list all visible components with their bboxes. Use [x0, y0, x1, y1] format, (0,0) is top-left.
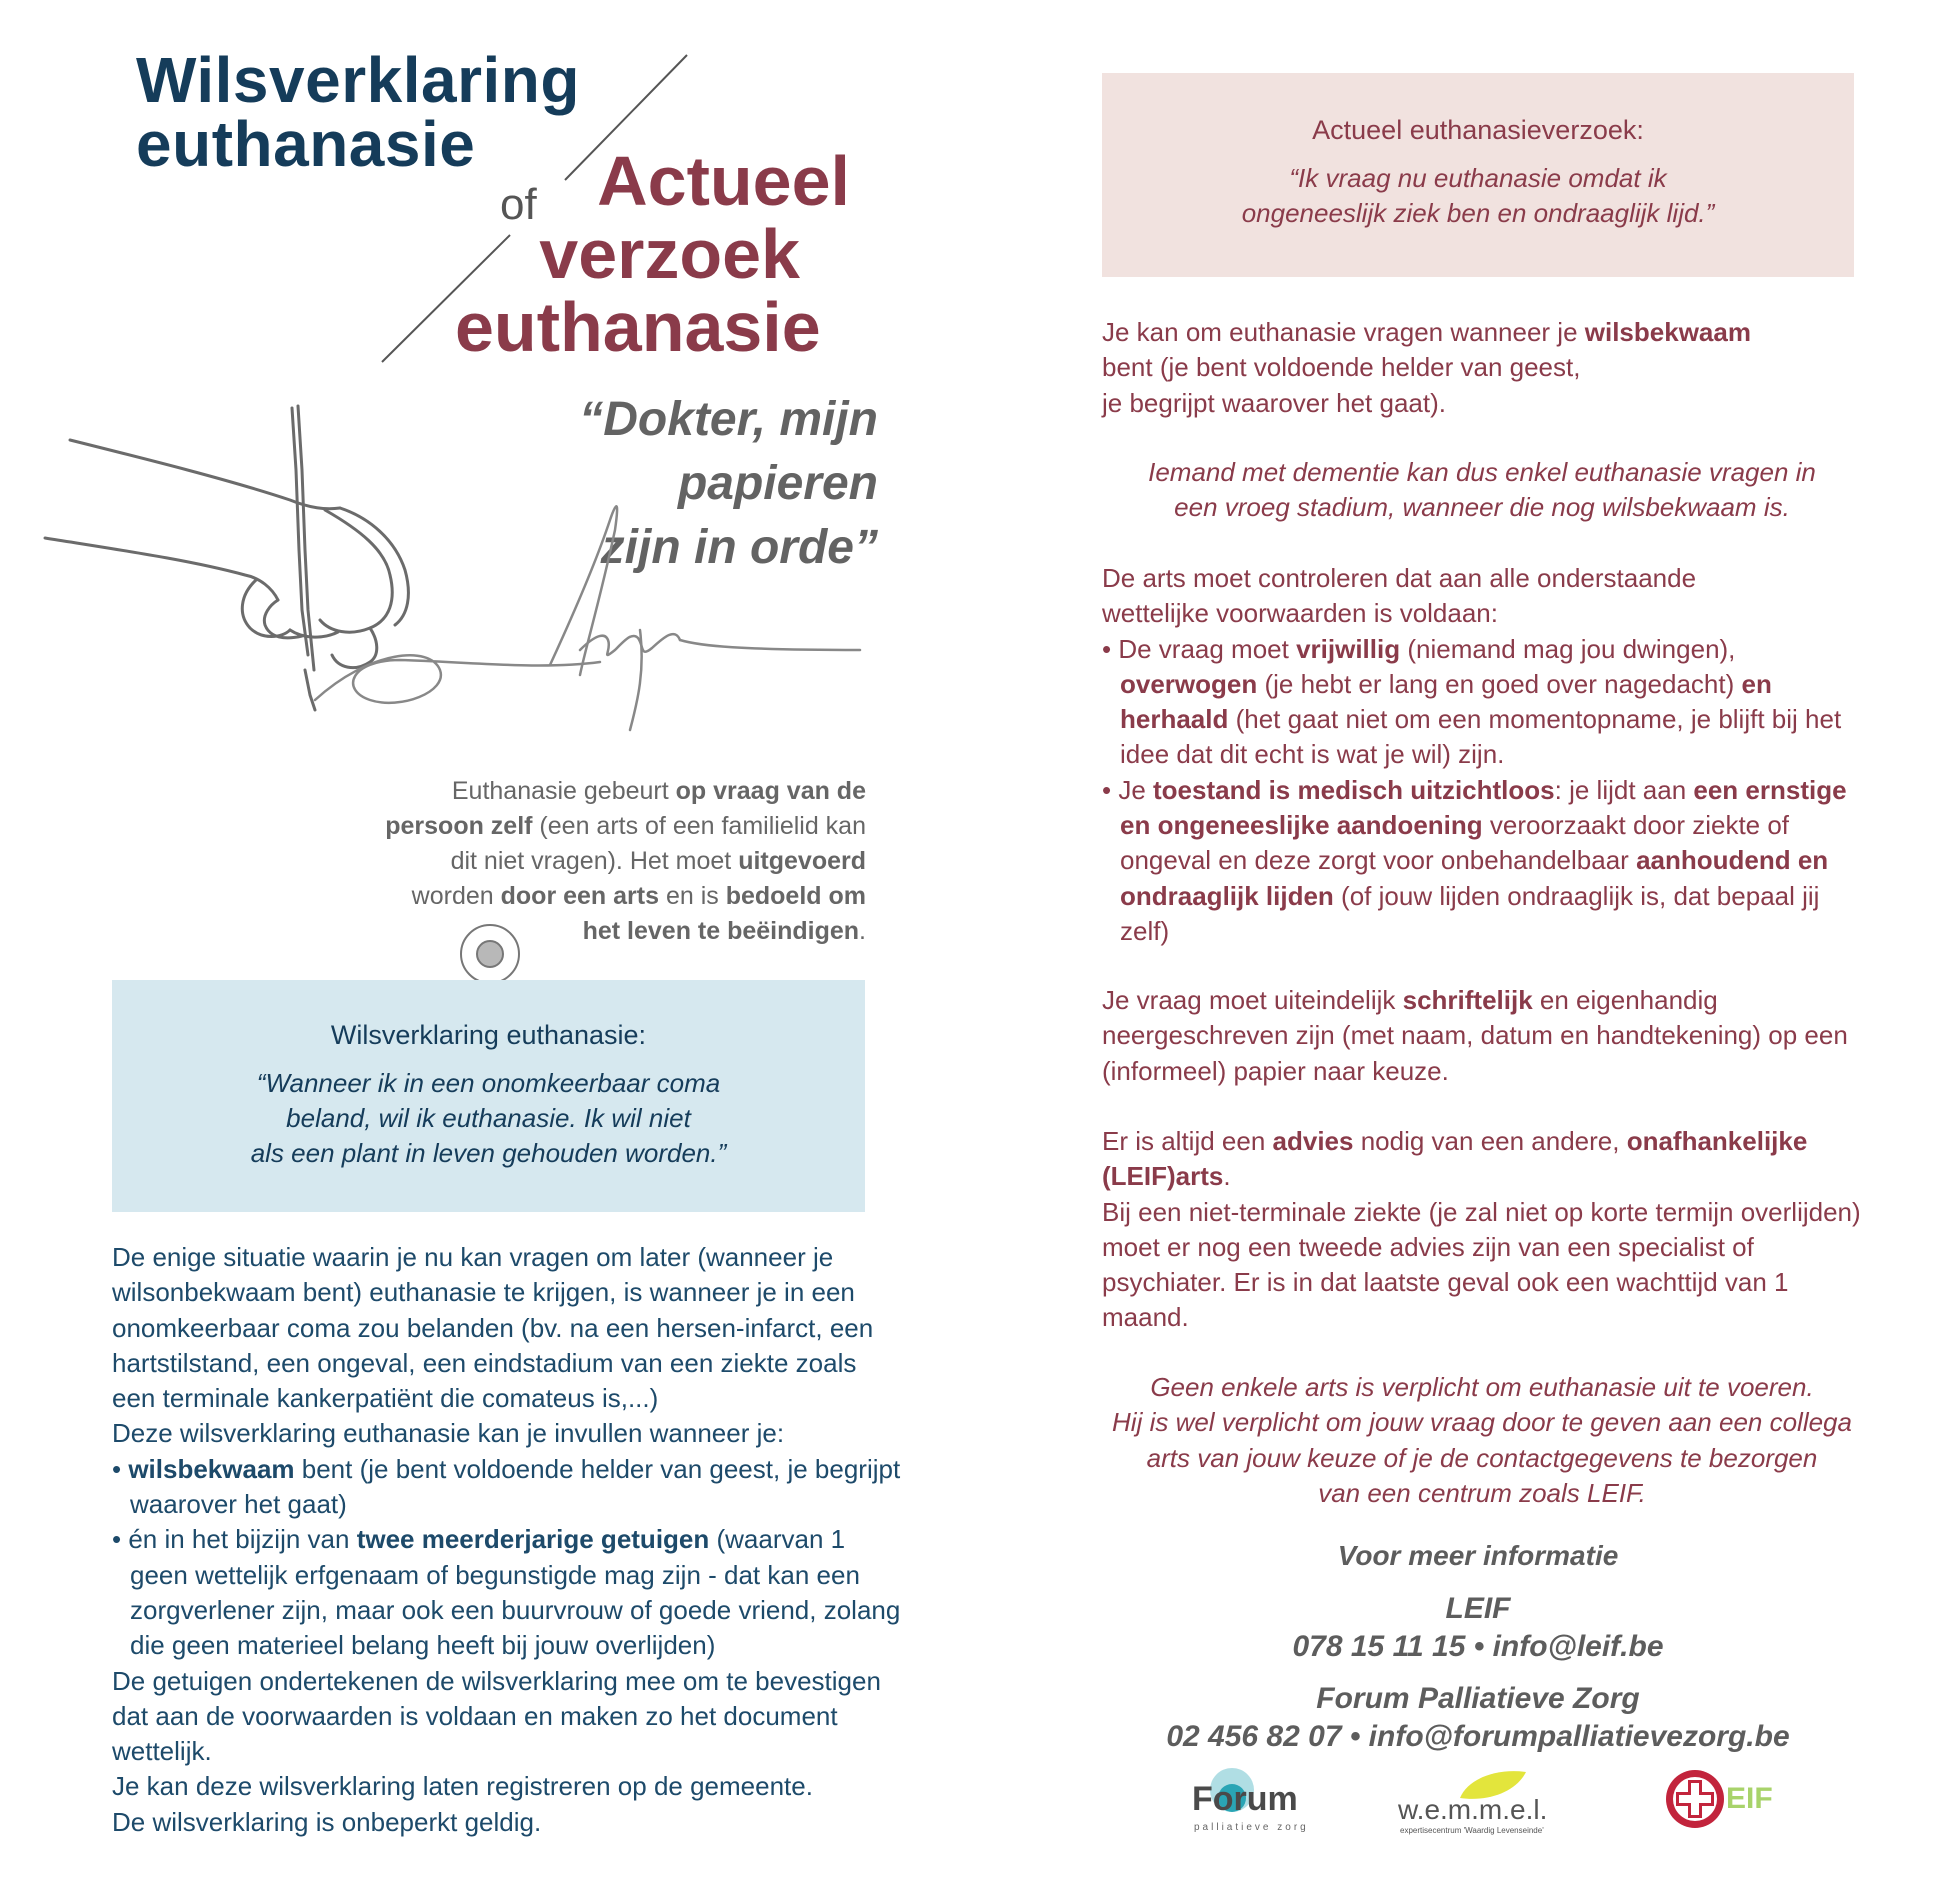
leif-logo	[1664, 1768, 1784, 1834]
italic-line: Geen enkele arts is verplicht om euthanasie uit te voeren.	[1150, 1372, 1814, 1402]
right-text: Je kan om euthanasie vragen wanneer je	[1102, 317, 1585, 347]
italic-line: van een centrum zoals LEIF.	[1318, 1477, 1646, 1508]
intro-text: worden	[411, 882, 501, 910]
intro-bold: op vraag van de persoon zelf	[385, 777, 866, 840]
right-text: .	[1223, 1161, 1231, 1192]
org-leif-contact: 078 15 11 15 • info@leif.be	[1292, 1630, 1664, 1663]
bullet-bold: twee meerderjarige getuigen	[356, 1524, 710, 1555]
quote-line: “Wanneer ik in een onomkeerbaar coma	[256, 1068, 721, 1098]
actueel-box-quote	[1102, 161, 1854, 231]
right-text: Bij een niet-terminale ziekte (je zal niet op korte termijn overlijden) moet er nog een tweede advies zijn van een specialist of psychiater. Er is in dat laatste geval ook een wachttijd van 1 maand.	[1102, 1196, 1861, 1333]
right-bullet-1: • De vraag moet vrijwillig (niemand mag jou dwingen), overwogen (je hebt er lang en goed over nagedacht) en herhaald (het gaat niet om een momentopname, je blijft bij het idee dat dit echt is wat je wil) zijn.	[1102, 633, 1842, 770]
bullet-text: én in het bijzijn van	[128, 1524, 357, 1555]
right-bullet-2: • Je toestand is medisch uitzichtloos: je lijdt aan een ernstige en ongeneeslijke aandoening veroorzaakt door ziekte of ongeval en deze zorgt voor onbehandelbaar aanhoudend en ondraaglijk lijden (of jouw lijden ondraaglijk is, dat bepaal jij zelf)	[1102, 774, 1847, 946]
right-text: veroorzaakt door ziekte of ongeval en deze zorgt voor onbehandelbaar	[1120, 810, 1790, 876]
right-bold: aanhoudend en ondraaglijk lijden	[1120, 845, 1829, 911]
intro-text: (een arts of een familielid kan dit niet vragen). Het moet	[450, 812, 866, 875]
right-bold: een ernstige en ongeneeslijke aandoening	[1120, 774, 1847, 841]
actueel-verzoek-box	[1102, 73, 1854, 277]
right-bold: overwogen	[1120, 668, 1258, 699]
left-para-5: De wilsverklaring is onbeperkt geldig.	[112, 1806, 542, 1837]
wemmel-logo-name: w.e.m.m.e.l.	[1398, 1794, 1548, 1825]
title-actueel-line3: euthanasie	[455, 288, 821, 366]
left-para-3: De getuigen ondertekenen de wilsverklaring mee om te bevestigen dat aan de voorwaarden is voldaan en maken zo het document wettelijk.	[112, 1665, 881, 1767]
right-text: (of jouw lijden ondraaglijk is, dat bepaal jij zelf)	[1120, 880, 1820, 946]
target-circle-icon	[458, 922, 522, 986]
right-text: Er is altijd een	[1102, 1126, 1273, 1156]
left-para-2: Deze wilsverklaring euthanasie kan je invullen wanneer je:	[112, 1418, 785, 1449]
title-wils-line2: euthanasie	[136, 108, 476, 180]
org-forum-name: Forum Palliatieve Zorg	[1316, 1682, 1640, 1715]
quote-line: als een plant in leven gehouden worden.”	[250, 1138, 727, 1168]
italic-line: een vroeg stadium, wanneer die nog wilsbekwaam is.	[1174, 492, 1790, 523]
right-text: en eigenhandig neergeschreven zijn (met naam, datum en handtekening) op een (informeel) papier naar keuze.	[1102, 985, 1848, 1086]
right-text: je begrijpt waarover het gaat).	[1102, 387, 1446, 418]
more-info-title: Voor meer informatie	[1337, 1540, 1619, 1571]
intro-text: en is	[659, 882, 726, 910]
right-para-3	[1102, 983, 1862, 1089]
right-italic-note-1	[1102, 455, 1862, 526]
title-wils-line1: Wilsverklaring	[136, 44, 580, 116]
right-bold: vrijwillig	[1296, 633, 1401, 664]
wilsverklaring-box-heading: Wilsverklaring euthanasie:	[330, 1020, 647, 1050]
intro-bold: uitgevoerd	[738, 847, 866, 875]
org-forum-contact: 02 456 82 07 • info@forumpalliatievezorg.be	[1166, 1720, 1790, 1753]
right-italic-note-2	[1102, 1370, 1862, 1511]
left-bullet-1: • wilsbekwaam bent (je bent voldoende helder van geest, je begrijpt waarover het gaat)	[112, 1453, 901, 1520]
right-text: De vraag moet	[1118, 633, 1297, 664]
left-bullet-2: • én in het bijzijn van twee meerderjarige getuigen (waarvan 1 geen wettelijk erfgenaam of begunstigde mag zijn - dat kan een zorgverlener zijn, maar ook een buurvrouw of goede vriend, zolang die geen materieel belang heeft bij jouw overlijden)	[112, 1524, 901, 1661]
forum-logo-name: Forum	[1192, 1780, 1298, 1818]
bullet-text: bent (je bent voldoende helder van geest, je begrijpt waarover het gaat)	[130, 1453, 901, 1520]
title-actueel-line1: Actueel	[597, 142, 850, 220]
wemmel-logo	[1398, 1768, 1584, 1836]
right-text: (niemand mag jou dwingen),	[1400, 633, 1736, 664]
italic-line: arts van jouw keuze of je de contactgegevens te bezorgen	[1146, 1442, 1818, 1473]
main-quote-line2: zijn in orde”	[600, 521, 878, 574]
actueel-box-heading: Actueel euthanasieverzoek:	[1312, 115, 1644, 145]
intro-bold: bedoeld om het leven te beëindigen	[582, 882, 866, 945]
italic-line: Iemand met dementie kan dus enkel euthanasie vragen in	[1148, 457, 1816, 487]
intro-text: Euthanasie gebeurt	[451, 777, 676, 805]
right-text: : je lijdt aan	[1554, 774, 1694, 805]
right-text: Je vraag moet uiteindelijk	[1102, 985, 1403, 1015]
bullet-text: (waarvan 1 geen wettelijk erfgenaam of begunstigde mag zijn - dat kan een zorgverlener zijn, maar ook een buurvrouw of goede vriend, zolang die geen materieel belang heeft bij jouw overlijden)	[130, 1524, 901, 1661]
quote-line: beland, wil ik euthanasie. Ik wil niet	[286, 1103, 691, 1133]
right-text: De arts moet controleren dat aan alle onderstaande wettelijke voorwaarden is voldaan:	[1102, 563, 1697, 629]
intro-paragraph	[380, 774, 866, 949]
quote-line: ongeneeslijk ziek ben en ondraaglijk lijd.”	[1241, 198, 1715, 228]
right-para-4	[1102, 1124, 1862, 1336]
bullet-bold: wilsbekwaam	[128, 1453, 295, 1484]
quote-line: “Ik vraag nu euthanasie omdat ik	[1289, 163, 1667, 193]
right-bold: schriftelijk	[1402, 985, 1533, 1015]
right-text: Je	[1118, 774, 1154, 805]
italic-line: Hij is wel verplicht om jouw vraag door te geven aan een collega	[1112, 1407, 1852, 1438]
more-info-block	[1102, 1538, 1854, 1756]
right-text: bent (je bent voldoende helder van geest,	[1102, 352, 1581, 383]
wilsverklaring-box-quote	[112, 1066, 865, 1171]
left-para-4: Je kan deze wilsverklaring laten registreren op de gemeente.	[112, 1771, 813, 1802]
hand-writing-illustration	[40, 400, 890, 740]
forum-logo-sub: palliatieve zorg	[1194, 1822, 1309, 1833]
org-leif-name: LEIF	[1445, 1592, 1511, 1625]
right-conditions	[1102, 561, 1862, 949]
left-body-text	[112, 1240, 902, 1840]
wilsverklaring-box	[112, 980, 865, 1212]
main-quote-line1: “Dokter, mijn papieren	[579, 393, 878, 510]
intro-text: .	[859, 917, 866, 945]
right-bold: wilsbekwaam	[1584, 317, 1751, 347]
forum-logo	[1192, 1766, 1322, 1838]
right-bold: onafhankelijke (LEIF)arts	[1102, 1126, 1808, 1192]
right-bold: advies	[1272, 1126, 1354, 1156]
intro-bold: door een arts	[500, 882, 659, 910]
right-para-1	[1102, 315, 1862, 421]
title-of: of	[500, 180, 537, 229]
left-para-1: De enige situatie waarin je nu kan vragen om later (wanneer je wilsonbekwaam bent) euthanasie te krijgen, is wanneer je in een onomkeerbaar coma zou belanden (bv. na een hersen-infarct, een hartstilstand, een ongeval, een eindstadium van een ziekte zoals een terminale kankerpatiënt die comateus is,...)	[112, 1242, 874, 1414]
right-bold: en herhaald	[1120, 668, 1772, 735]
leif-logo-name: EIF	[1726, 1782, 1773, 1815]
wemmel-logo-sub: expertisecentrum 'Waardig Levenseinde'	[1400, 1826, 1544, 1835]
title-actueel-verzoek	[455, 142, 850, 366]
right-text: nodig van een andere,	[1353, 1126, 1627, 1156]
right-text: (het gaat niet om een momentopname, je blijft bij het idee dat dit echt is wat je wil) zijn.	[1120, 704, 1842, 770]
title-actueel-line2: verzoek	[539, 215, 800, 293]
right-bold: toestand is medisch uitzichtloos	[1153, 774, 1555, 805]
right-text: (je hebt er lang en goed over nagedacht)	[1257, 668, 1742, 699]
